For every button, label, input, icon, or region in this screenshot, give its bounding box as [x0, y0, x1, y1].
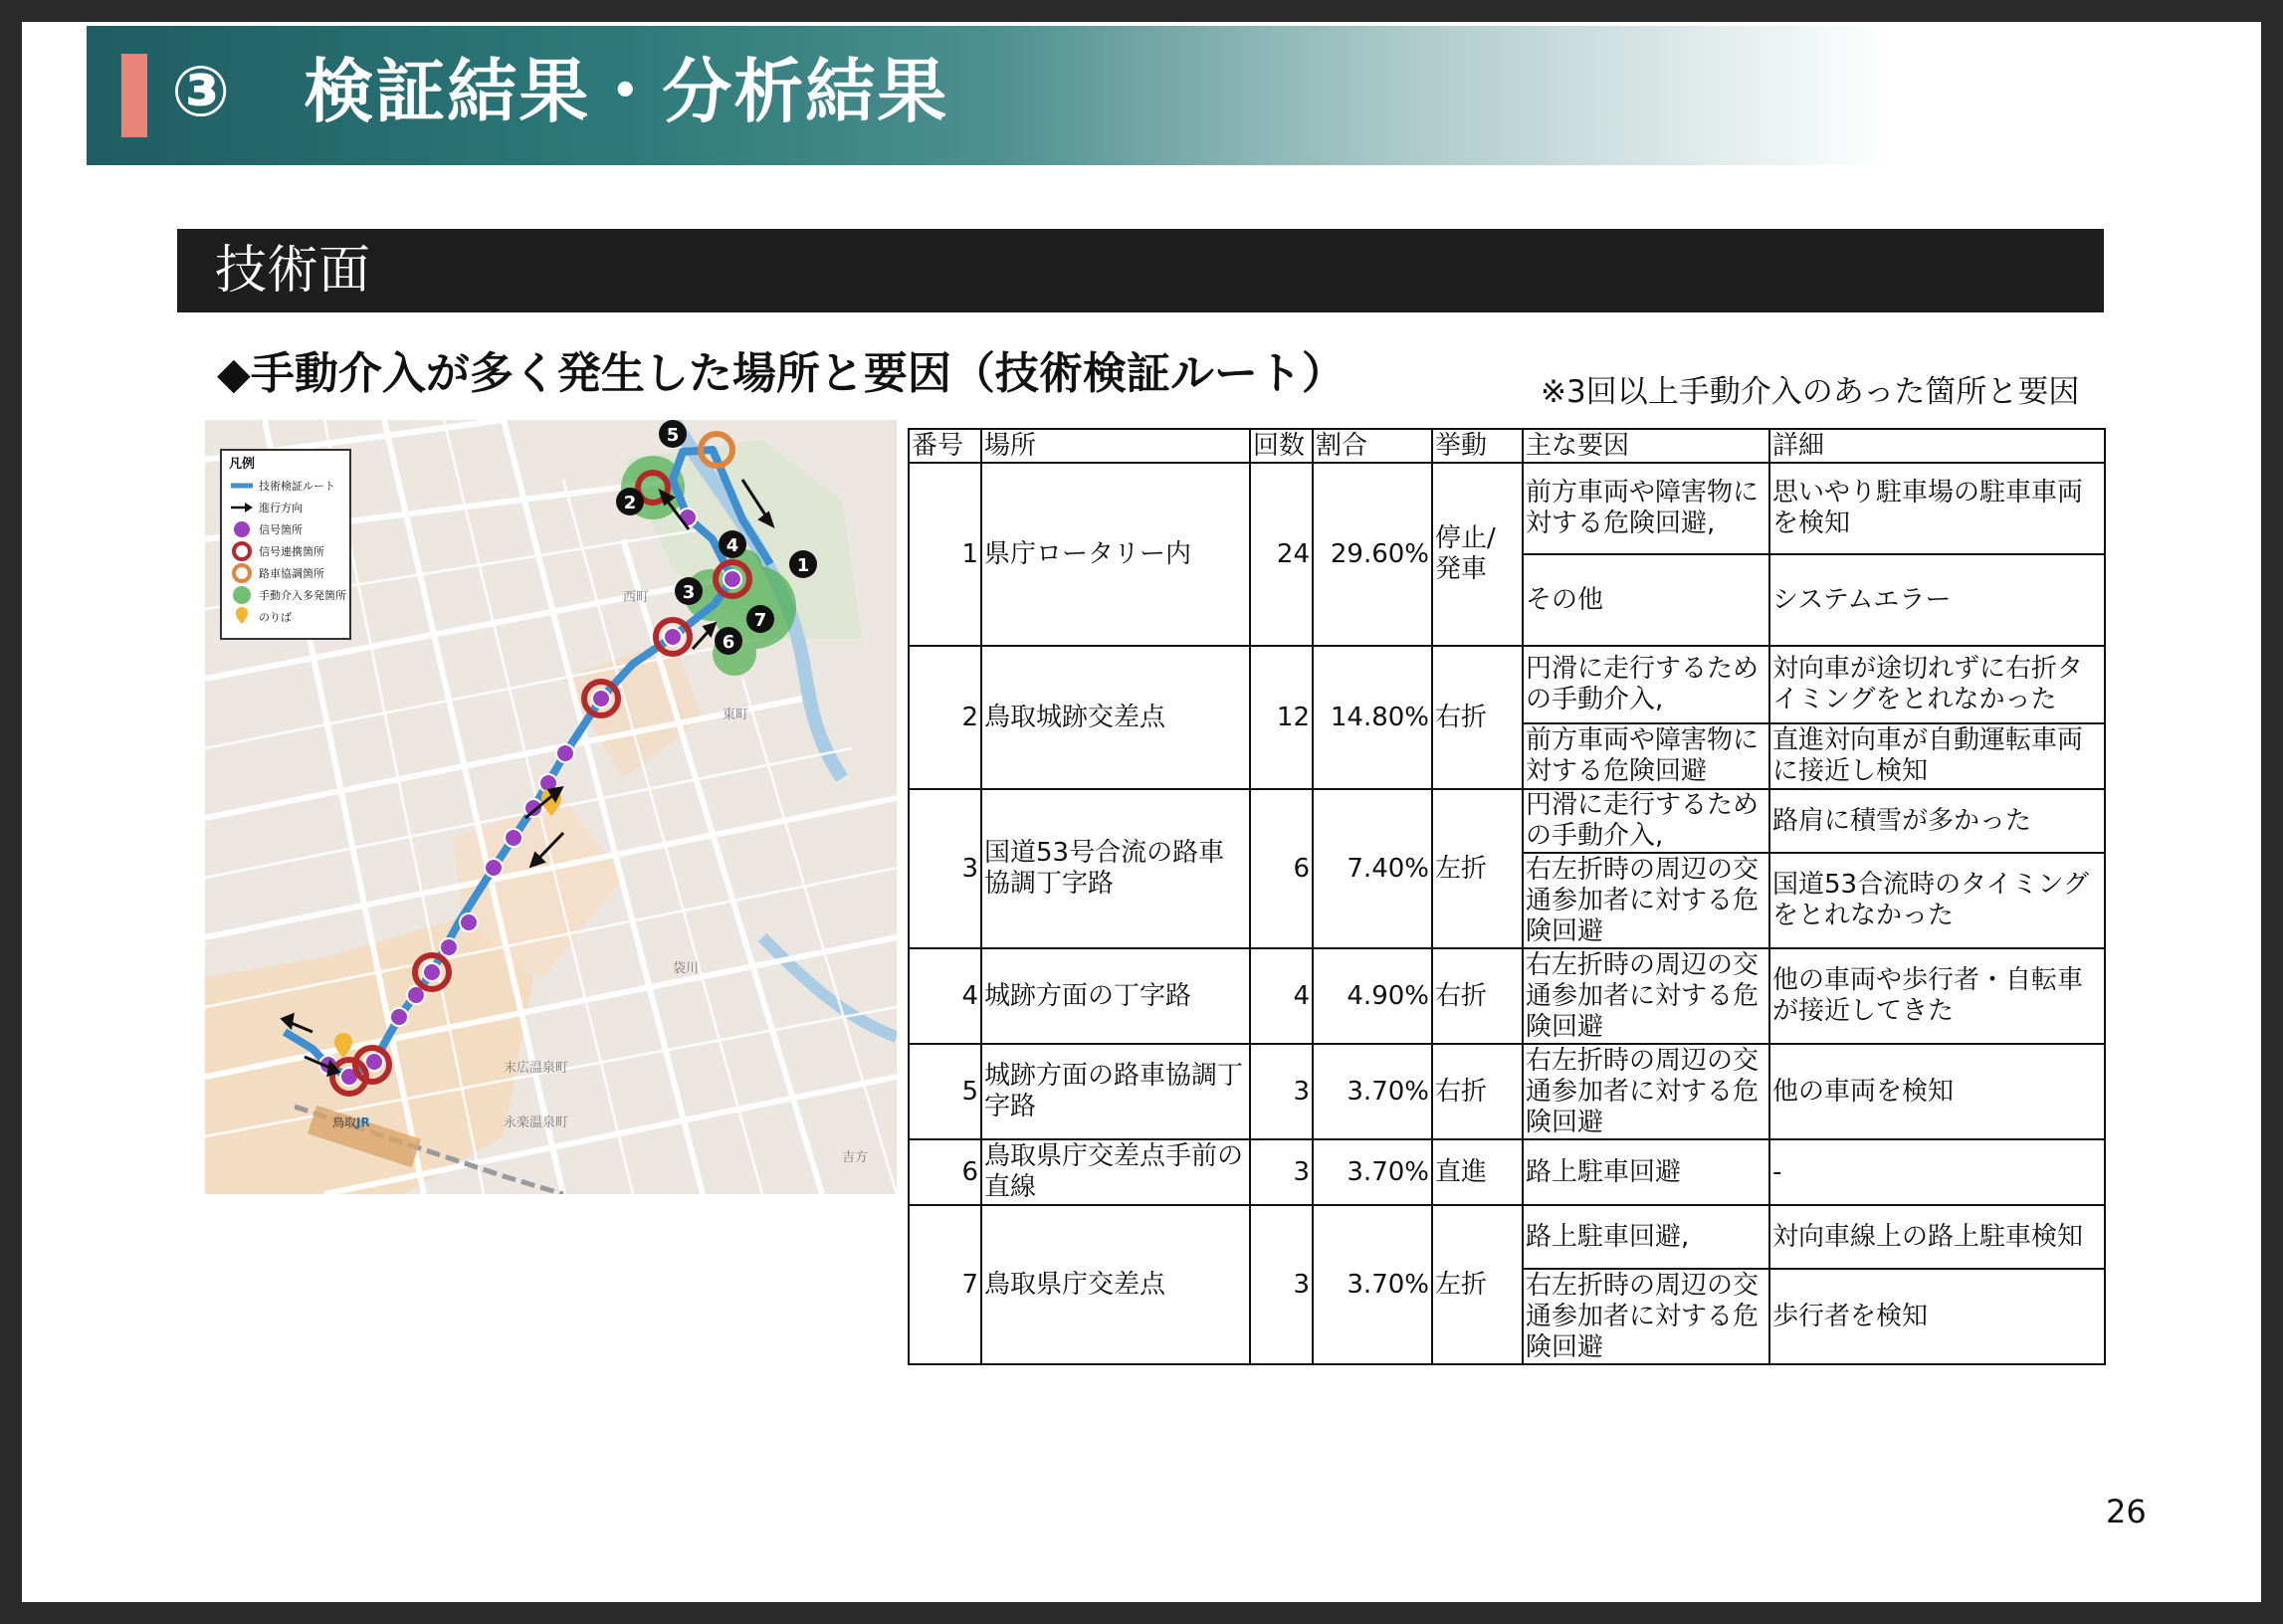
cell-detail: 他の車両を検知: [1769, 1044, 2105, 1139]
cell-place: 鳥取県庁交差点手前の直線: [981, 1139, 1250, 1205]
section-title: 技術面: [215, 241, 371, 301]
cell-no: 7: [909, 1205, 981, 1364]
cell-ratio: 7.40%: [1313, 789, 1432, 948]
cell-factor: 円滑に走行するための手動介入,: [1523, 789, 1769, 853]
legend-title: 凡例: [229, 457, 256, 472]
cell-detail: 対向車が途切れずに右折タイミングをとれなかった: [1769, 646, 2105, 723]
cell-count: 3: [1250, 1205, 1313, 1364]
header-ratio: 割合: [1313, 429, 1432, 463]
map-marker-3: 3: [682, 582, 696, 603]
map-label-yoshikata: 吉方: [842, 1150, 869, 1165]
map-label-suehiro: 末広温泉町: [504, 1061, 569, 1076]
cell-action: 左折: [1432, 1205, 1523, 1364]
intervention-table: [908, 428, 2106, 1365]
cell-factor: 前方車両や障害物に対する危険回避: [1523, 723, 1769, 789]
table-row: [909, 1139, 2105, 1205]
cell-ratio: 3.70%: [1313, 1044, 1432, 1139]
map-label-eiraku: 永楽温泉町: [504, 1116, 569, 1130]
cell-detail: -: [1769, 1139, 2105, 1205]
table-header-row: [909, 429, 2105, 463]
legend-route: 技術検証ルート: [259, 480, 335, 493]
cell-action: 左折: [1432, 789, 1523, 948]
cell-action: 停止/発車: [1432, 463, 1523, 646]
subtitle: ◆手動介入が多く発生した場所と要因（技術検証ルート）: [217, 348, 1346, 399]
cell-no: 1: [909, 463, 981, 646]
cell-ratio: 3.70%: [1313, 1139, 1432, 1205]
legend-signal-link: 信号連携箇所: [259, 545, 324, 558]
table-row: [909, 948, 2105, 1044]
cell-factor: 路上駐車回避: [1523, 1139, 1769, 1205]
legend-intervention: 手動介入多発箇所: [259, 589, 346, 602]
cell-count: 6: [1250, 789, 1313, 948]
cell-count: 3: [1250, 1139, 1313, 1205]
cell-ratio: 14.80%: [1313, 646, 1432, 789]
map-marker-1: 1: [796, 555, 810, 576]
cell-count: 24: [1250, 463, 1313, 646]
map-marker-6: 6: [722, 632, 735, 653]
cell-detail: システムエラー: [1769, 554, 2105, 646]
slide: [22, 22, 2261, 1602]
cell-factor: 右左折時の周辺の交通参加者に対する危険回避: [1523, 1269, 1769, 1364]
page-number: 26: [2106, 1493, 2147, 1530]
cell-no: 4: [909, 948, 981, 1044]
table-row: [909, 1205, 2105, 1269]
cell-detail: 直進対向車が自動運転車両に接近し検知: [1769, 723, 2105, 789]
map-marker-5: 5: [666, 425, 680, 446]
table-row: [909, 1044, 2105, 1139]
cell-detail: 国道53合流時のタイミングをとれなかった: [1769, 853, 2105, 948]
map-marker-7: 7: [753, 610, 767, 631]
cell-factor: 前方車両や障害物に対する危険回避,: [1523, 463, 1769, 554]
cell-no: 5: [909, 1044, 981, 1139]
legend-signal: 信号箇所: [259, 523, 303, 536]
header-place: 場所: [981, 429, 1250, 463]
cell-detail: 思いやり駐車場の駐車車両を検知: [1769, 463, 2105, 554]
cell-factor: 右左折時の周辺の交通参加者に対する危険回避: [1523, 1044, 1769, 1139]
table-row: [909, 789, 2105, 853]
header-action: 挙動: [1432, 429, 1523, 463]
cell-place: 鳥取県庁交差点: [981, 1205, 1250, 1364]
map-label-higashimachi: 東町: [723, 708, 749, 722]
cell-place: 城跡方面の路車協調丁字路: [981, 1044, 1250, 1139]
table-row: [909, 463, 2105, 554]
cell-place: 県庁ロータリー内: [981, 463, 1250, 646]
cell-factor: 右左折時の周辺の交通参加者に対する危険回避: [1523, 948, 1769, 1044]
cell-action: 右折: [1432, 646, 1523, 789]
map-label-jr: JR: [356, 1116, 370, 1129]
header-no: 番号: [909, 429, 981, 463]
legend-stop: のりば: [259, 611, 292, 624]
legend-road-coop: 路車協調箇所: [259, 567, 324, 580]
cell-place: 鳥取城跡交差点: [981, 646, 1250, 789]
cell-action: 直進: [1432, 1139, 1523, 1205]
cell-action: 右折: [1432, 1044, 1523, 1139]
title-accent-mark: [121, 54, 147, 137]
cell-no: 6: [909, 1139, 981, 1205]
cell-detail: 対向車線上の路上駐車検知: [1769, 1205, 2105, 1269]
map-legend: [221, 450, 350, 639]
header-count: 回数: [1250, 429, 1313, 463]
cell-place: 国道53号合流の路車協調丁字路: [981, 789, 1250, 948]
map-marker-4: 4: [726, 535, 739, 556]
map-label-fukuro: 袋川: [673, 961, 700, 976]
table-row: [909, 646, 2105, 723]
cell-factor: 路上駐車回避,: [1523, 1205, 1769, 1269]
map-label-tottori: 鳥取: [332, 1116, 357, 1129]
map-label-nishimachi: 西町: [623, 590, 650, 605]
cell-no: 3: [909, 789, 981, 948]
note: ※3回以上手動介入のあった箇所と要因: [1541, 374, 2080, 410]
cell-ratio: 3.70%: [1313, 1205, 1432, 1364]
cell-detail: 他の車両や歩行者・自転車が接近してきた: [1769, 948, 2105, 1044]
cell-factor: 円滑に走行するための手動介入,: [1523, 646, 1769, 723]
cell-count: 12: [1250, 646, 1313, 789]
cell-ratio: 4.90%: [1313, 948, 1432, 1044]
header-factor: 主な要因: [1523, 429, 1769, 463]
cell-place: 城跡方面の丁字路: [981, 948, 1250, 1044]
map-marker-2: 2: [623, 493, 637, 513]
cell-ratio: 29.60%: [1313, 463, 1432, 646]
cell-factor: その他: [1523, 554, 1769, 646]
page-title: ③ 検証結果・分析結果: [171, 51, 949, 132]
cell-detail: 歩行者を検知: [1769, 1269, 2105, 1364]
section-bar: [177, 229, 2104, 312]
cell-factor: 右左折時の周辺の交通参加者に対する危険回避: [1523, 853, 1769, 948]
route-map: [205, 420, 897, 1194]
header-detail: 詳細: [1769, 429, 2105, 463]
cell-detail: 路肩に積雪が多かった: [1769, 789, 2105, 853]
cell-count: 3: [1250, 1044, 1313, 1139]
cell-count: 4: [1250, 948, 1313, 1044]
cell-action: 右折: [1432, 948, 1523, 1044]
legend-direction: 進行方向: [259, 502, 303, 514]
cell-no: 2: [909, 646, 981, 789]
